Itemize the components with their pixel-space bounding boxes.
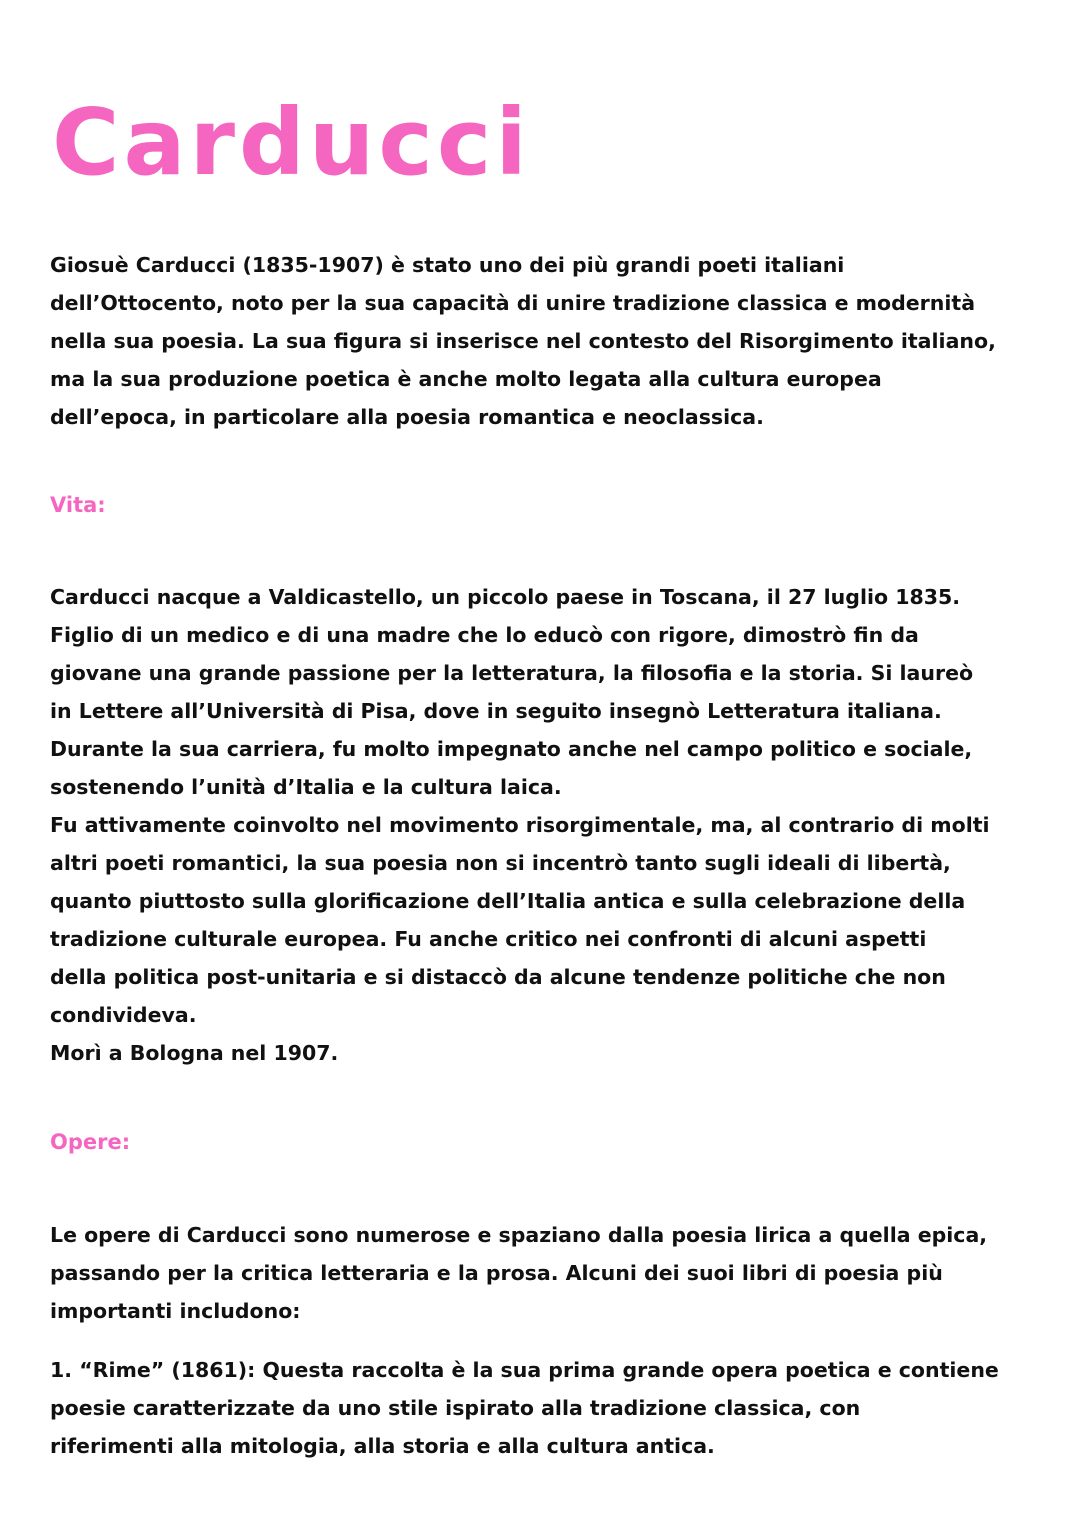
text-line: importanti includono: bbox=[50, 1299, 301, 1323]
text-line: Le opere di Carducci sono numerose e spaziano dalla poesia lirica a quella epica, bbox=[50, 1223, 988, 1247]
text-line: riferimenti alla mitologia, alla storia e alla cultura antica. bbox=[50, 1434, 715, 1458]
vita-paragraph bbox=[50, 578, 1050, 1072]
text-line: altri poeti romantici, la sua poesia non si incentrò tanto sugli ideali di libertà, bbox=[50, 851, 951, 875]
text-line: tradizione culturale europea. Fu anche critico nei confronti di alcuni aspetti bbox=[50, 927, 927, 951]
page-title: Carducci bbox=[52, 89, 531, 196]
opere-list-item-rime bbox=[50, 1351, 1050, 1465]
opere-paragraph bbox=[50, 1216, 1050, 1330]
section-heading-opere: Opere: bbox=[50, 1130, 131, 1154]
text-line: Fu attivamente coinvolto nel movimento risorgimentale, ma, al contrario di molti bbox=[50, 813, 990, 837]
text-line: Morì a Bologna nel 1907. bbox=[50, 1041, 339, 1065]
text-line: dell’Ottocento, noto per la sua capacità di unire tradizione classica e modernità bbox=[50, 291, 976, 315]
text-line: ma la sua produzione poetica è anche molto legata alla cultura europea bbox=[50, 367, 882, 391]
text-line: quanto piuttosto sulla glorificazione dell’Italia antica e sulla celebrazione della bbox=[50, 889, 966, 913]
text-line: Durante la sua carriera, fu molto impegnato anche nel campo politico e sociale, bbox=[50, 737, 973, 761]
text-line: della politica post-unitaria e si distaccò da alcune tendenze politiche che non bbox=[50, 965, 946, 989]
text-line: 1. “Rime” (1861): Questa raccolta è la sua prima grande opera poetica e contiene bbox=[50, 1358, 999, 1382]
text-line: giovane una grande passione per la letteratura, la filosofia e la storia. Si laureò bbox=[50, 661, 974, 685]
text-line: poesie caratterizzate da uno stile ispirato alla tradizione classica, con bbox=[50, 1396, 861, 1420]
text-line: Figlio di un medico e di una madre che lo educò con rigore, dimostrò fin da bbox=[50, 623, 919, 647]
text-line: Carducci nacque a Valdicastello, un piccolo paese in Toscana, il 27 luglio 1835. bbox=[50, 585, 961, 609]
text-line: sostenendo l’unità d’Italia e la cultura laica. bbox=[50, 775, 562, 799]
text-line: passando per la critica letteraria e la prosa. Alcuni dei suoi libri di poesia più bbox=[50, 1261, 943, 1285]
text-line: Giosuè Carducci (1835-1907) è stato uno dei più grandi poeti italiani bbox=[50, 253, 845, 277]
text-line: in Lettere all’Università di Pisa, dove in seguito insegnò Letteratura italiana. bbox=[50, 699, 942, 723]
text-line: nella sua poesia. La sua figura si inserisce nel contesto del Risorgimento italiano, bbox=[50, 329, 996, 353]
intro-paragraph bbox=[50, 246, 1050, 436]
text-line: dell’epoca, in particolare alla poesia romantica e neoclassica. bbox=[50, 405, 764, 429]
text-line: condivideva. bbox=[50, 1003, 197, 1027]
section-heading-vita: Vita: bbox=[50, 493, 106, 517]
